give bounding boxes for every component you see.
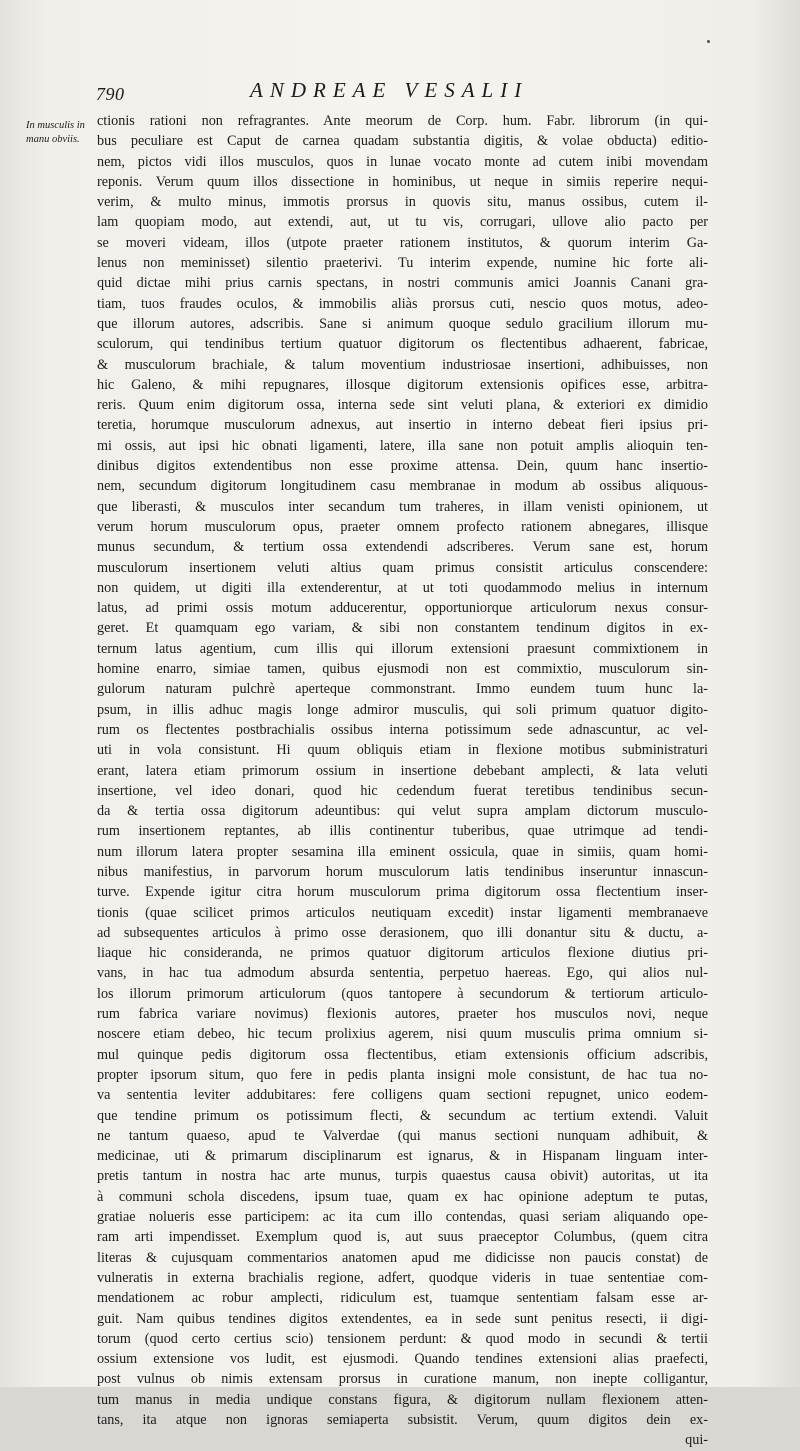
text-line: insertione, vel ideo donari, quod hic cedendum fuerat teretibus tendinibus secun- (97, 782, 708, 799)
text-line: literas & cujusquam commentarios anatomen apud me didicisse non paucis constat) de (97, 1249, 708, 1266)
text-line: geret. Et quamquam ego variam, & sibi non constantem tendinum digitos in ex- (97, 620, 708, 637)
text-line: vulneratis in externa brachialis regione, adfert, quodque videris in tuae sententiae com- (97, 1269, 708, 1286)
text-line: ne tantum quaeso, apud te Valverdae (qui manus sectioni nunquam adhibuit, & (97, 1127, 708, 1144)
text-line: num illorum latera propter sesamina illa eminent ossicula, quae in simiis, quam homi- (97, 843, 708, 860)
text-line: reponis. Verum quum illos dissectione in hominibus, ut neque in simiis reperire nequi- (97, 173, 708, 190)
text-line: se moveri videam, illos (utpote praeter rationem institutos, & quorum interim Ga- (97, 234, 708, 251)
text-line: post vulnus ob nimis extensam prorsus in curatione manum, non inepte colligantur, (97, 1371, 708, 1388)
text-line: gulorum naturam pulchrè aperteque commonstrant. Immo eundem tuum hunc la- (97, 681, 708, 698)
text-line: que illorum autores, adscribis. Sane si animum quoque sedulo gracilium illorum mu- (97, 315, 708, 332)
text-line: ad subsequentes articulos à primo osse derasionem, quo illi donantur situ & ductu, a- (97, 924, 708, 941)
text-line: munus secundum, & tertium ossa extendendi adscriberes. Verum sane est, horum (97, 539, 708, 556)
text-line: va sententia leviter addubitares: fere colligens quam sectioni repugnet, unico eodem- (97, 1087, 708, 1104)
text-line: mi ossis, aut ipsi hic obnati ligamenti, latere, illa sane non potuit amplis alioquin ten- (97, 437, 708, 454)
text-line: turve. Expende igitur citra horum musculorum prima digitorum ossa flectentium inser- (97, 884, 708, 901)
text-line: lam quopiam modo, aut extendi, aut, ut tu vis, corrugari, ullove alio pacto per (97, 214, 708, 231)
text-line: pretis tantum in nostra hac arte munus, turpis quaestus causa obivit) autoritas, ut ita (97, 1168, 708, 1185)
text-line: verim, & multo minus, immotis prorsus in quovis situ, manus ossibus, cutem il- (97, 194, 708, 211)
text-line: quid dictae mihi prius carnis spectans, in nostri communis amici Joannis Canani gra- (97, 275, 708, 292)
text-line: erant, latera etiam primorum ossium in insertione debebant amplecti, & lata veluti (97, 762, 708, 779)
text-line: ternum latus agentium, cum illis qui illorum extensioni praesunt commixtionem in (97, 640, 708, 657)
text-line: nem, pictos vidi illos musculos, quos in lunae vocato monte ad cutem inibi movendam (97, 153, 708, 170)
text-line: da & tertia ossa digitorum adeuntibus: qui velut supra amplam dictorum musculo- (97, 803, 708, 820)
text-line: & musculorum brachiale, & talum moventium industriosae insertioni, adhibuisses, non (97, 356, 708, 373)
text-line: gratiae nolueris esse participem: ac ita cum illo contendas, quasi seriam aliquando ope- (97, 1209, 708, 1226)
text-line: tans, ita atque non ignoras semiaperta subsistit. Verum, quum digitos dein ex- (97, 1412, 708, 1428)
text-line: à communi schola discedens, ipsum tuae, quam ex hac opinione adeptum te putas, (97, 1188, 708, 1205)
text-line: musculorum insertionem veluti altius quam primus consistit articulus conscendere: (97, 559, 708, 576)
text-line: tum manus in media undique constans figura, & digitorum nullam flexionem atten- (97, 1391, 708, 1408)
text-line: vans, in hac tua admodum absurda sententia, perpetuo haereas. Ego, qui alios nul- (97, 965, 708, 982)
text-line: sculorum, qui tendinibus tertium quatuor digitorum os flectentibus adhaerent, fabricae, (97, 336, 708, 353)
text-line: propter ipsorum situm, quo fere in pedis planta insigni mole consistunt, de hac tua no- (97, 1066, 708, 1083)
text-line: mul quinque pedis digitorum ossa flectentibus, etiam extensionis officium adscribis, (97, 1046, 708, 1063)
text-line: hic Galeno, & mihi repugnares, illosque digitorum extensionis opifices esse, arbitra- (97, 376, 708, 393)
text-line: torum (quod certo certius scio) tensionem perdunt: & quod modo in secundi & tertii (97, 1330, 708, 1347)
text-line: teretia, horumque musculorum adnexus, aut insertio in interno debeat fieri ipsius pri- (97, 417, 708, 434)
text-line: reris. Quum enim digitorum ossa, interna sede sint veluti plana, & exteriori ex dimidio (97, 397, 708, 414)
text-line: ram arti impendisset. Exemplum quod is, aut suus praeceptor Columbus, (quem citra (97, 1229, 708, 1246)
running-head: ANDREAE VESALII (250, 78, 529, 102)
text-line: guit. Nam quibus tendines digitos extendentes, ea in sede sunt penitus resecti, ii digi- (97, 1310, 708, 1327)
ink-speck (707, 40, 710, 43)
text-line: psum, in illis adhuc magis longe admiror musculis, qui soli primum quatuor digito- (97, 701, 708, 718)
margin-note-line: manu obviis. (26, 134, 80, 145)
text-line: qui- (685, 1432, 708, 1449)
text-line: los illorum primorum articulorum (quos tantopere à secundorum & tertiorum articulo- (97, 985, 708, 1002)
text-line: liaque hic consideranda, ne primos quatuor digitorum articulos flexione diutius pri- (97, 945, 708, 962)
text-line: non quidem, ut digiti illa extenderentur, at ut toti quodammodo melius in internum (97, 579, 708, 596)
text-line: ossium extensione vos ludit, est ejusmodi. Quando tendines extensioni alias praefecti, (97, 1351, 708, 1368)
text-line: dinibus digitos extendentibus non esse proxime attensa. Dein, quum hanc insertio- (97, 458, 708, 475)
text-line: tionis (quae scilicet primos articulos neutiquam excedit) instar ligamenti membranaeve (97, 904, 708, 921)
text-line: latus, ad primi ossis motum adducerentur, opportuniorque articulorum nexus consur- (97, 600, 708, 617)
text-line: homine enarro, simiae tamen, quibus ejusmodi non est commixtio, musculorum sin- (97, 661, 708, 678)
text-line: verum horum musculorum opus, praeter omnem profecto rationem abnegares, illisque (97, 518, 708, 535)
body-text (97, 111, 708, 1451)
text-line: que liberasti, & musculos inter secandum tum traheres, in illam venisti opinionem, ut (97, 498, 708, 515)
text-line: bus peculiare est Caput de carnea quadam substantia digitis, & volae obducta) editio- (97, 133, 708, 150)
text-line: rum os flectentes postbrachialis ossibus interna potissimum sede adnascuntur, ac vel- (97, 721, 708, 738)
text-line: medicinae, uti & primarum disciplinarum est ignarus, & in Hispanam linguam inter- (97, 1148, 708, 1165)
text-line: que tendine primum os potissimum flecti, & secundum ac tertium extendi. Valuit (97, 1107, 708, 1124)
text-line: lenus non meminisset) silentio praeterivi. Tu interim expende, numine hic forte ali- (97, 255, 708, 272)
text-line: rum insertionem reptantes, ab illis continentur tuberibus, quae utrimque ad tendi- (97, 823, 708, 840)
text-line: uti in vola consistunt. Hi quum obliquis etiam in flexione motibus subministraturi (97, 742, 708, 759)
text-line: nibus manifestius, in parvorum horum musculorum latis tendinibus inseruntur innascun- (97, 863, 708, 880)
text-line: ctionis rationi non refragrantes. Ante meorum de Corp. hum. Fabr. librorum (in qui- (97, 113, 708, 129)
text-line: tiam, tuos fraudes oculos, & immobilis aliàs prorsus cuti, nescio quos motus, adeo- (97, 295, 708, 312)
margin-note (26, 119, 96, 147)
page-number: 790 (96, 84, 125, 104)
text-line: nem, secundum digitorum longitudinem casu membranae in modum ab ossibus aliquous- (97, 478, 708, 495)
text-line: mendationem ac robur amplecti, ridiculum est, tuamque sententiam falsam esse ar- (97, 1290, 708, 1307)
text-line: noscere etiam debeo, hic tecum prolixius agerem, nisi quum musculis prima omnium si- (97, 1026, 708, 1043)
margin-note-line: In musculis in (26, 120, 85, 131)
text-line: rum fabrica variare novimus) flexionis autores, praeter hos musculos novi, neque (97, 1006, 708, 1023)
